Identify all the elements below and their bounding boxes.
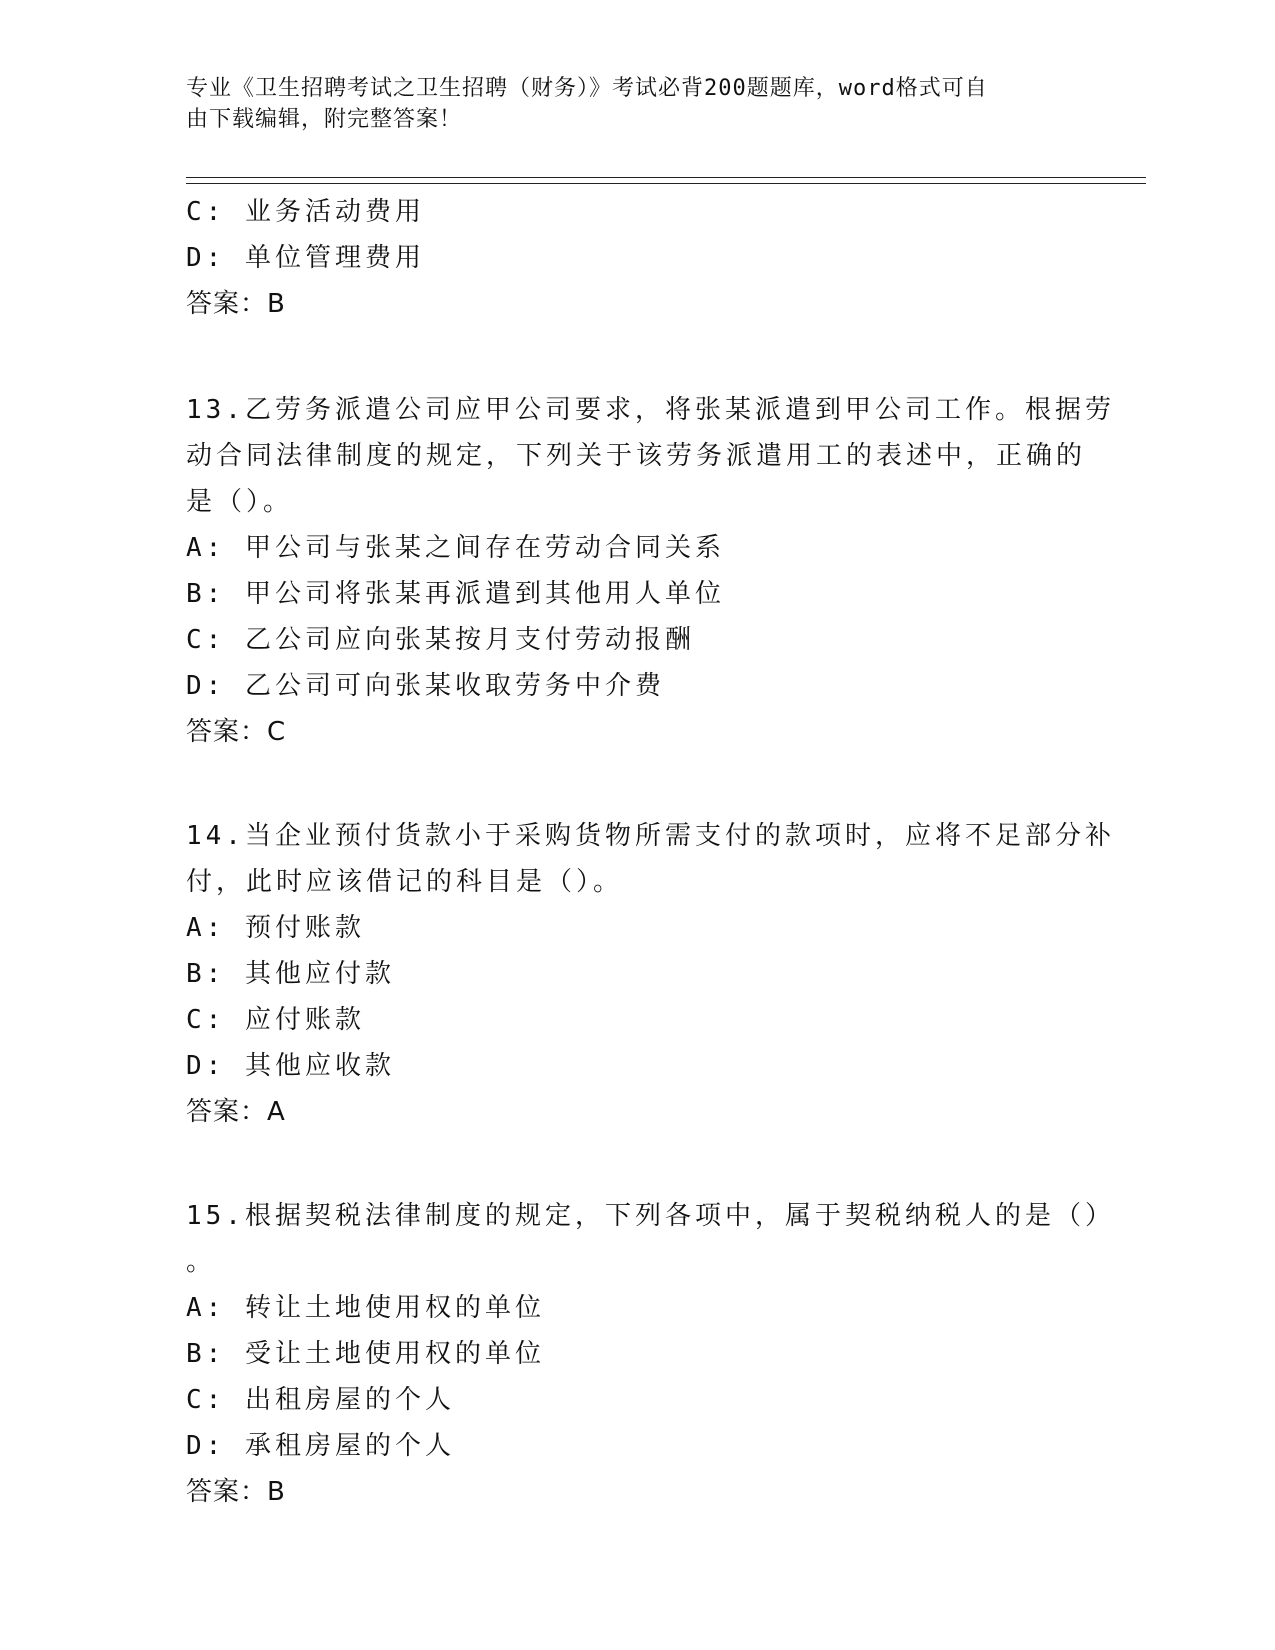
option-d: D: 其他应收款 <box>186 1051 395 1081</box>
header-divider-bottom <box>186 183 1146 184</box>
option-a: A: 甲公司与张某之间存在劳动合同关系 <box>186 533 725 563</box>
option-c: C: 应付账款 <box>186 1005 365 1035</box>
header-line-1: 专业《卫生招聘考试之卫生招聘（财务）》考试必背200题题库，word格式可自 <box>186 76 988 101</box>
header-line-2: 由下载编辑，附完整答案！ <box>186 107 463 132</box>
question-text-line: 付，此时应该借记的科目是（）。 <box>186 867 624 897</box>
question-text-line: 13.乙劳务派遣公司应甲公司要求，将张某派遣到甲公司工作。根据劳 <box>186 395 1115 425</box>
answer-line: 答案：A <box>186 1097 286 1127</box>
question-12-continued <box>186 189 1086 327</box>
answer-line: 答案：B <box>186 289 286 319</box>
option-d: D: 单位管理费用 <box>186 243 425 273</box>
question-text-line: 动合同法律制度的规定，下列关于该劳务派遣用工的表述中，正确的 <box>186 441 1087 471</box>
option-d: D: 承租房屋的个人 <box>186 1431 455 1461</box>
option-c: C: 乙公司应向张某按月支付劳动报酬 <box>186 625 695 655</box>
answer-line: 答案：C <box>186 717 287 747</box>
question-text-line: 14.当企业预付货款小于采购货物所需支付的款项时，应将不足部分补 <box>186 821 1115 851</box>
question-text-line: 15.根据契税法律制度的规定，下列各项中，属于契税纳税人的是（） <box>186 1201 1115 1231</box>
question-text-line: 。 <box>186 1247 217 1277</box>
option-a: A: 转让土地使用权的单位 <box>186 1293 545 1323</box>
document-header <box>186 73 1066 135</box>
question-15 <box>186 1193 1115 1515</box>
option-c: C: 出租房屋的个人 <box>186 1385 455 1415</box>
answer-line: 答案：B <box>186 1477 286 1507</box>
question-14 <box>186 813 1115 1135</box>
header-divider-top <box>186 177 1146 178</box>
question-text-line: 是（）。 <box>186 487 294 517</box>
option-c: C: 业务活动费用 <box>186 197 425 227</box>
option-b: B: 甲公司将张某再派遣到其他用人单位 <box>186 579 725 609</box>
option-b: B: 受让土地使用权的单位 <box>186 1339 545 1369</box>
option-d: D: 乙公司可向张某收取劳务中介费 <box>186 671 665 701</box>
option-a: A: 预付账款 <box>186 913 365 943</box>
option-b: B: 其他应付款 <box>186 959 395 989</box>
question-list <box>186 189 1115 1515</box>
question-13 <box>186 387 1115 755</box>
